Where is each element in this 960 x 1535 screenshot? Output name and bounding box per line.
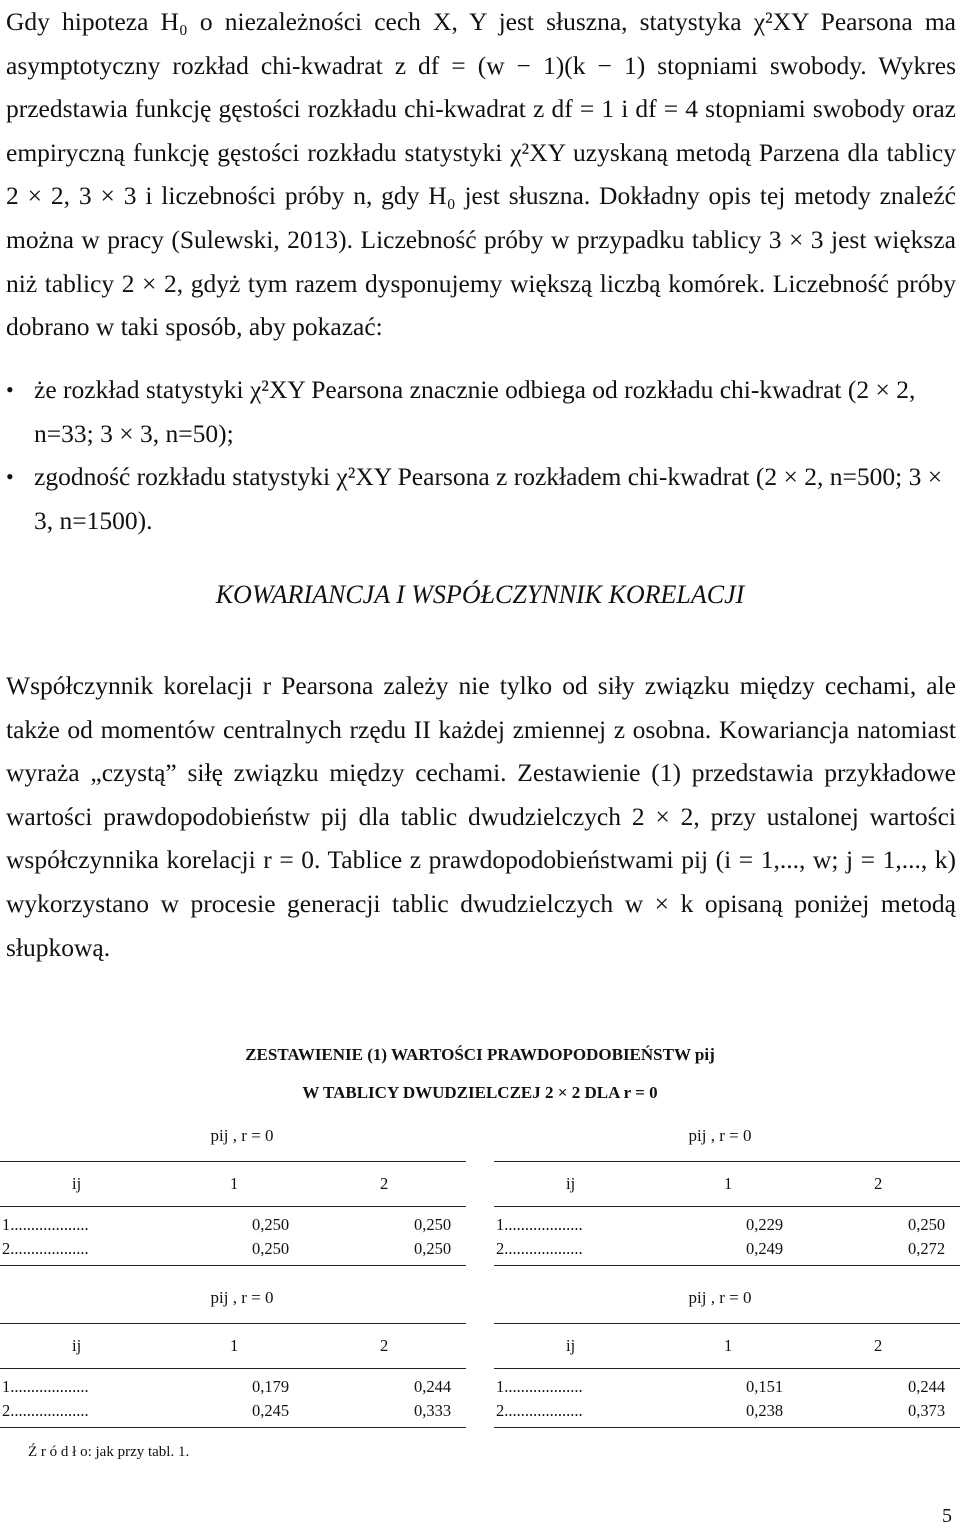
table-title-2: pij , r = 0 xyxy=(688,1126,752,1145)
header-cell: 2 xyxy=(874,1174,883,1193)
header-cell: 1 xyxy=(230,1174,239,1193)
table-title-1: pij , r = 0 xyxy=(210,1126,274,1145)
table-cell: 0,244 xyxy=(414,1377,452,1396)
page-number: 5 xyxy=(942,1505,952,1527)
table-header xyxy=(0,1162,466,1207)
header-cell: ij xyxy=(72,1336,82,1355)
table-caption-line-2: W TABLICY DWUDZIELCZEJ 2 × 2 DLA r = 0 xyxy=(302,1083,658,1102)
bullet-dot-icon: • xyxy=(6,377,14,402)
table-cell: 0,245 xyxy=(252,1401,290,1420)
header-cell: 2 xyxy=(380,1174,389,1193)
table-cell: 0,373 xyxy=(908,1401,946,1420)
table-cell: 0,250 xyxy=(252,1239,290,1258)
bullet-list xyxy=(6,368,956,542)
bullet-text-1: że rozkład statystyki χ²XY Pearsona znacznie odbiega od rozkładu chi-kwadrat (2 × 2, n=33; 3 × 3, n=50); xyxy=(34,375,916,448)
table-row xyxy=(494,1213,960,1237)
table-cell: 0,244 xyxy=(908,1377,946,1396)
table-title-4: pij , r = 0 xyxy=(688,1288,752,1307)
table-caption-line-1: ZESTAWIENIE (1) WARTOŚCI PRAWDOPODOBIEŃSTW pij xyxy=(245,1045,715,1064)
table-cell: 0,238 xyxy=(746,1401,784,1420)
intro-paragraph xyxy=(6,0,956,349)
body-paragraph-text: Współczynnik korelacji r Pearsona zależy nie tylko od siły związku między cechami, ale także od momentów centralnych rzędu II każdej zmiennej z osobna. Kowariancja natomiast wyraża „czystą” siłę związku między cechami. Zestawienie (1) przedstawia przykładowe wartości prawdopodobieństw pij dla tablic dwudzielczych 2 × 2, przy ustalonej wartości współczynnika korelacji r = 0. Tablice z prawdopodobieństwami pij (i = 1,..., w; j = 1,..., k) wykorzystano w procesie generacji tablic dwudzielczych w × k opisaną poniżej metodą słupkową. xyxy=(6,671,956,962)
body-paragraph xyxy=(6,664,956,969)
bullet-item-2 xyxy=(6,455,956,542)
section-heading: KOWARIANCJA I WSPÓŁCZYNNIK KORELACJI xyxy=(215,580,745,609)
row-label: 1................... xyxy=(496,1377,583,1396)
intro-paragraph-text: Gdy hipoteza H₀ o niezależności cech X, Y jest słuszna, statystyka χ²XY Pearsona ma asymptotyczny rozkład chi-kwadrat z df = (w − 1)(k − 1) stopniami swobody. Wykres przedstawia funkcję gęstości rozkładu chi-kwadrat z df = 1 i df = 4 stopniami swobody oraz empiryczną funkcję gęstości rozkładu statystyki χ²XY uzyskaną metodą Parzena dla tablicy 2 × 2, 3 × 3 i liczebności próby n, gdy H₀ jest słuszna. Dokładny opis tej metody znaleźć można w pracy (Sulewski, 2013). Liczebność próby w przypadku tablicy 3 × 3 jest większa niż tablicy 2 × 2, gdyż tym razem dysponujemy większą liczbą komórek. Liczebność próby dobrano w taki sposób, aby pokazać: xyxy=(6,7,956,342)
header-cell: ij xyxy=(566,1174,576,1193)
table-row xyxy=(494,1237,960,1261)
table-cell: 0,272 xyxy=(908,1239,946,1258)
probability-table-2 xyxy=(494,1161,960,1266)
table-row xyxy=(494,1375,960,1399)
table-cell: 0,250 xyxy=(908,1215,946,1234)
row-label: 2................... xyxy=(496,1401,583,1420)
probability-table-3 xyxy=(0,1323,466,1428)
table-header xyxy=(494,1324,960,1369)
table-cell: 0,151 xyxy=(746,1377,784,1396)
probability-table-4 xyxy=(494,1323,960,1428)
table-header xyxy=(494,1162,960,1207)
table-cell: 0,250 xyxy=(414,1239,452,1258)
header-cell: 2 xyxy=(380,1336,389,1355)
table-cell: 0,249 xyxy=(746,1239,784,1258)
probability-table-1 xyxy=(0,1161,466,1266)
source-note: Ź r ó d ł o: jak przy tabl. 1. xyxy=(28,1444,190,1460)
header-cell: 1 xyxy=(724,1174,733,1193)
table-title-3: pij , r = 0 xyxy=(210,1288,274,1307)
row-label: 1................... xyxy=(2,1215,89,1234)
bullet-dot-icon: • xyxy=(6,464,14,490)
table-cell: 0,333 xyxy=(414,1401,452,1420)
row-label: 2................... xyxy=(2,1239,89,1258)
bullet-text-2: zgodność rozkładu statystyki χ²XY Pearsona z rozkładem chi-kwadrat (2 × 2, n=500; 3 × 3, n=1500). xyxy=(34,462,943,535)
table-row xyxy=(494,1399,960,1423)
table-cell: 0,229 xyxy=(746,1215,784,1234)
header-cell: ij xyxy=(72,1174,82,1193)
table-cell: 0,250 xyxy=(414,1215,452,1234)
table-header xyxy=(0,1324,466,1369)
table-cell: 0,179 xyxy=(252,1377,290,1396)
header-cell: 1 xyxy=(230,1336,239,1355)
table-cell: 0,250 xyxy=(252,1215,290,1234)
bullet-item-1 xyxy=(6,368,956,455)
table-row xyxy=(0,1237,466,1261)
table-row xyxy=(0,1213,466,1237)
row-label: 2................... xyxy=(2,1401,89,1420)
header-cell: 1 xyxy=(724,1336,733,1355)
table-row xyxy=(0,1375,466,1399)
header-cell: 2 xyxy=(874,1336,883,1355)
row-label: 2................... xyxy=(496,1239,583,1258)
table-row xyxy=(0,1399,466,1423)
row-label: 1................... xyxy=(496,1215,583,1234)
header-cell: ij xyxy=(566,1336,576,1355)
row-label: 1................... xyxy=(2,1377,89,1396)
